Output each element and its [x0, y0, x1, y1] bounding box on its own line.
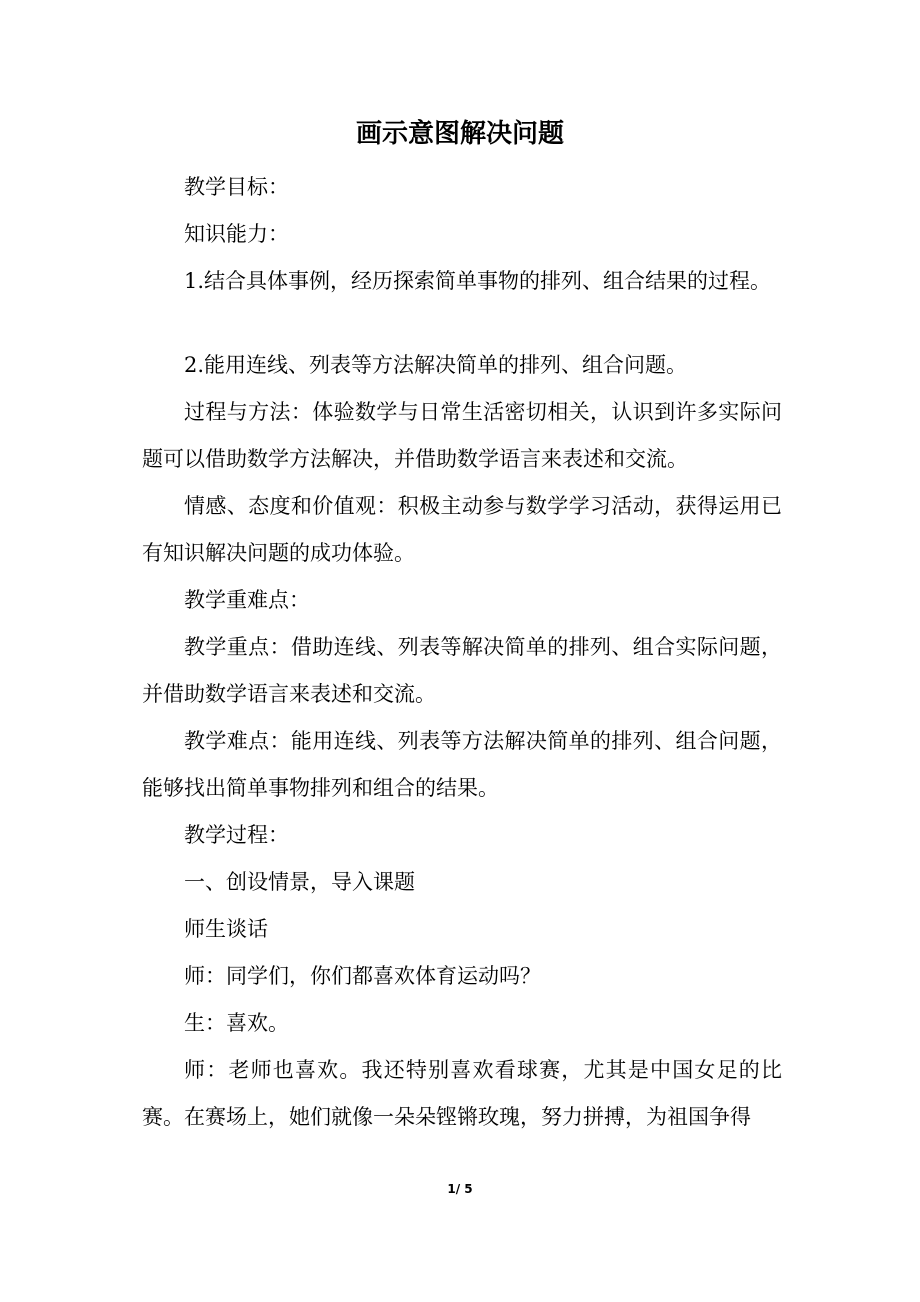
- paragraph: 知识能力：: [184, 222, 289, 246]
- paragraph: 师：老师也喜欢。我还特别喜欢看球赛，尤其是中国女足的比赛。在赛场上，她们就像一朵朵铿锵玫瑰，努力拼搏，为祖国争得: [142, 1058, 782, 1129]
- paragraph: 1.结合具体事例，经历探索简单事物的排列、组合结果的过程。: [184, 269, 772, 293]
- paragraph: 2.能用连线、列表等方法解决简单的排列、组合问题。: [184, 353, 688, 377]
- paragraph: 教学过程：: [184, 823, 289, 847]
- paragraph: 师：同学们，你们都喜欢体育运动吗？: [184, 964, 541, 988]
- document-title: 画示意图解决问题: [355, 119, 564, 149]
- paragraph: 一、创设情景，导入课题: [184, 870, 415, 894]
- paragraph: 师生谈话: [184, 917, 268, 941]
- paragraph: 情感、态度和价值观：积极主动参与数学学习活动，获得运用已有知识解决问题的成功体验。: [142, 494, 782, 565]
- paragraph: 教学重难点：: [184, 588, 310, 612]
- paragraph: 过程与方法：体验数学与日常生活密切相关，认识到许多实际问题可以借助数学方法解决，并借助数学语言来表述和交流。: [142, 400, 782, 471]
- document-body: [142, 164, 782, 1141]
- paragraph: 教学难点：能用连线、列表等方法解决简单的排列、组合问题，能够找出简单事物排列和组合的结果。: [142, 729, 782, 800]
- paragraph: 教学目标：: [184, 175, 289, 199]
- page-number: 1/ 5: [447, 1182, 473, 1196]
- paragraph: 生：喜欢。: [184, 1011, 289, 1035]
- paragraph: 教学重点：借助连线、列表等解决简单的排列、组合实际问题，并借助数学语言来表述和交流。: [142, 635, 782, 706]
